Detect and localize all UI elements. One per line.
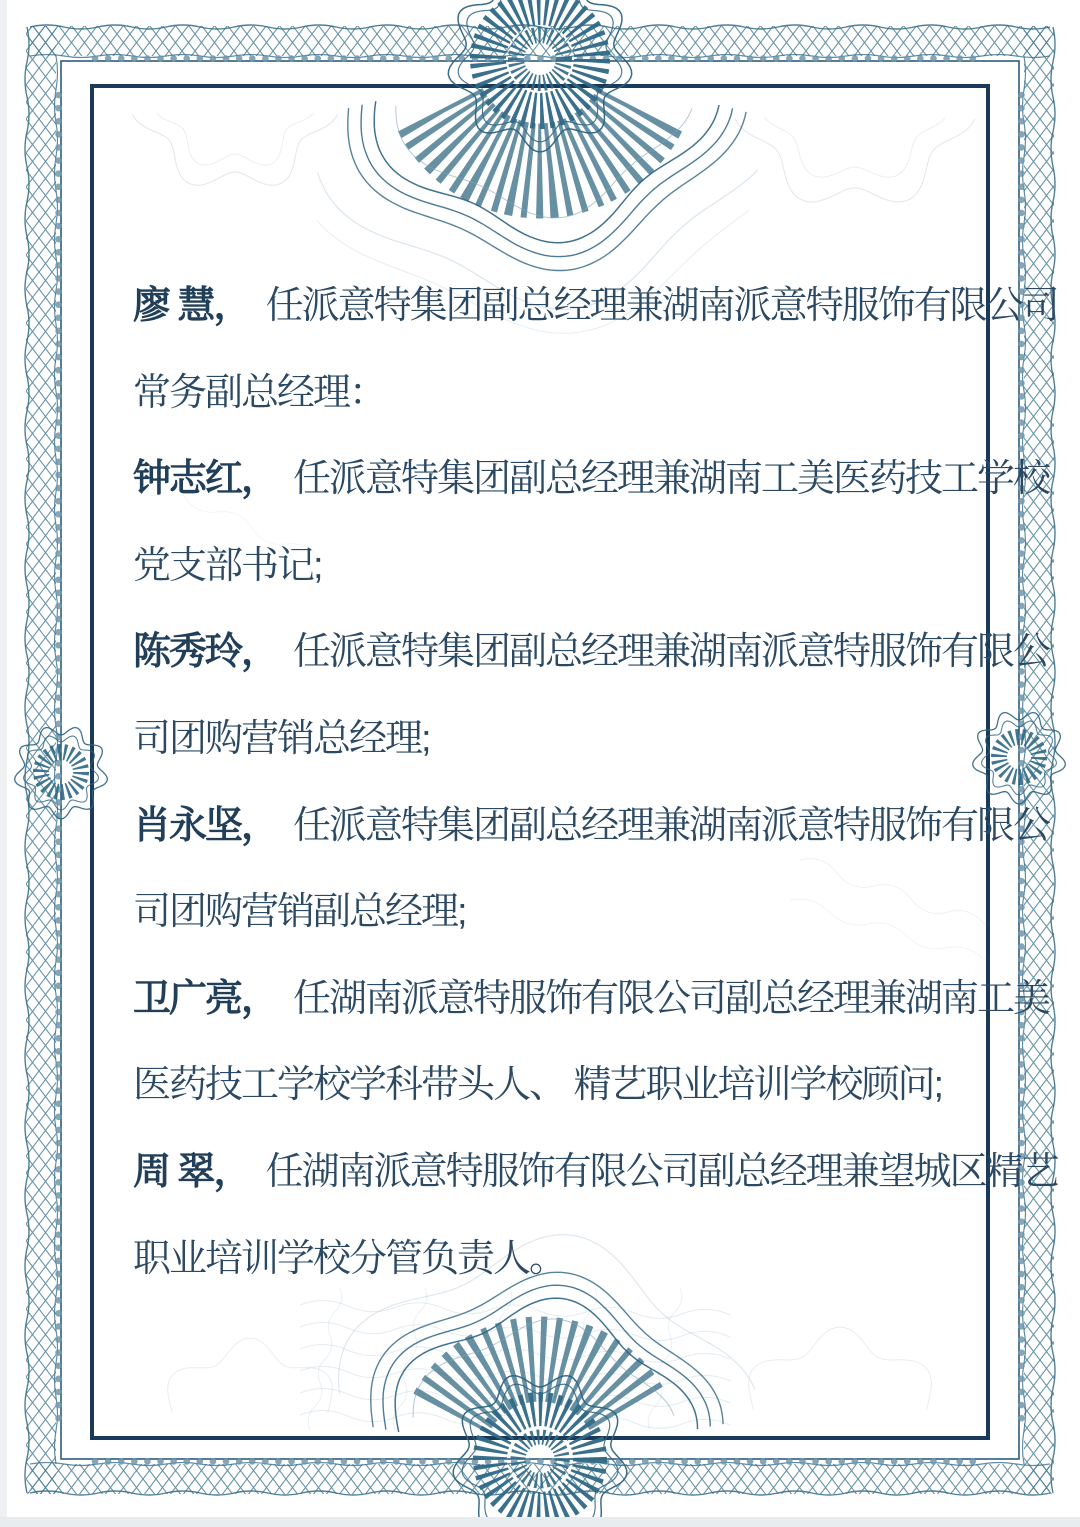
appointment-text: 党支部书记; bbox=[133, 544, 322, 587]
appointment-line bbox=[133, 696, 993, 783]
appointment-line bbox=[133, 436, 1050, 523]
person-name: 廖 慧， bbox=[133, 285, 250, 327]
appointment-text-block bbox=[133, 263, 1058, 1302]
appointment-line bbox=[133, 263, 1058, 350]
appointment-line bbox=[133, 956, 1050, 1043]
person-name: 卫广亮， bbox=[133, 977, 278, 1020]
appointment-text: 司团购营销总经理; bbox=[133, 717, 430, 760]
appointment-line bbox=[133, 783, 1050, 870]
lattice-band-bottom bbox=[30, 1464, 1050, 1494]
appointment-line bbox=[133, 523, 993, 610]
person-name: 肖永坚， bbox=[133, 804, 278, 847]
appointment-text: 任派意特集团副总经理兼湖南派意特服饰有限公 bbox=[293, 631, 1050, 674]
appointment-line bbox=[133, 1216, 993, 1303]
appointment-text: 司团购营销副总经理; bbox=[133, 891, 466, 934]
appointment-text: 任湖南派意特服饰有限公司副总经理兼望城区精艺 bbox=[265, 1150, 1058, 1193]
appointment-line bbox=[133, 1129, 1058, 1216]
appointment-text: 常务副总经理： bbox=[133, 371, 386, 414]
lattice-band-right bbox=[1024, 26, 1054, 1494]
person-name: 陈秀玲， bbox=[133, 631, 278, 674]
person-name: 钟志红， bbox=[133, 458, 278, 501]
appointment-line bbox=[133, 869, 993, 956]
person-name: 周 翠， bbox=[133, 1150, 250, 1193]
appointment-text: 医药技工学校学科带头人、 精艺职业培训学校顾问; bbox=[133, 1064, 943, 1107]
appointment-line bbox=[133, 1042, 993, 1129]
appointment-text: 职业培训学校分管负责人。 bbox=[133, 1237, 566, 1280]
appointment-text: 任派意特集团副总经理兼湖南派意特服饰有限公司 bbox=[265, 285, 1058, 327]
scan-edge-bottom bbox=[0, 1517, 1080, 1527]
appointment-text: 任派意特集团副总经理兼湖南工美医药技工学校 bbox=[293, 458, 1050, 501]
appointment-line bbox=[133, 609, 1050, 696]
appointment-line bbox=[133, 350, 993, 437]
scan-edge-left bbox=[0, 0, 7, 1527]
appointment-text: 任湖南派意特服饰有限公司副总经理兼湖南工美 bbox=[293, 977, 1050, 1020]
appointment-text: 任派意特集团副总经理兼湖南派意特服饰有限公 bbox=[293, 804, 1050, 847]
